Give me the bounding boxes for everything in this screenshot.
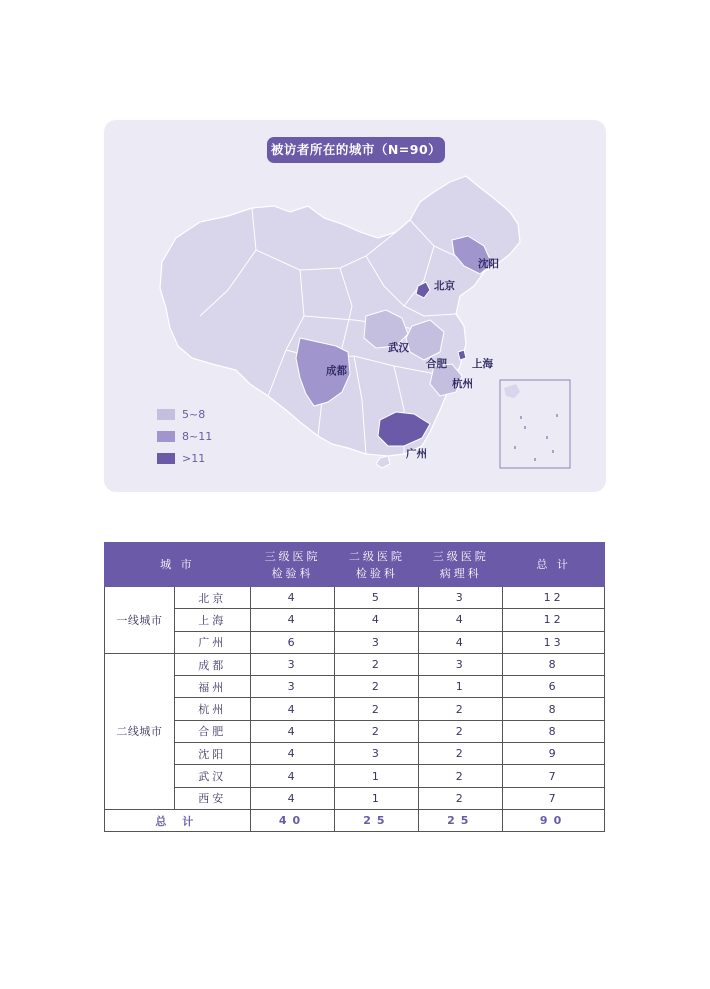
header-col1: 三级医院 检验科 bbox=[250, 543, 335, 587]
value-cell: 5 bbox=[335, 587, 419, 609]
table-row bbox=[105, 609, 605, 631]
value-cell: 2 bbox=[419, 787, 503, 809]
tier-label: 一线城市 bbox=[105, 587, 175, 654]
value-cell: 3 bbox=[419, 587, 503, 609]
value-cell: 4 bbox=[250, 698, 335, 720]
total-cell: 6 bbox=[503, 676, 605, 698]
city-cell: 北京 bbox=[174, 587, 250, 609]
value-cell: 4 bbox=[250, 743, 335, 765]
value-cell: 2 bbox=[419, 743, 503, 765]
value-cell: 2 bbox=[419, 720, 503, 742]
value-cell: 4 bbox=[250, 765, 335, 787]
legend-label: 5~8 bbox=[182, 407, 206, 421]
total-value-cell: 25 bbox=[419, 809, 503, 831]
value-cell: 2 bbox=[419, 698, 503, 720]
city-label-beijing: 北京 bbox=[434, 280, 455, 292]
map-title: 被访者所在的城市（N=90） bbox=[267, 137, 445, 163]
city-label-guangzhou: 广州 bbox=[406, 448, 427, 460]
city-label-hefei: 合肥 bbox=[426, 358, 447, 370]
value-cell: 2 bbox=[419, 765, 503, 787]
inset-coastline bbox=[504, 384, 520, 398]
table-row bbox=[105, 743, 605, 765]
value-cell: 1 bbox=[419, 676, 503, 698]
legend-swatch bbox=[157, 431, 175, 442]
total-label: 总 计 bbox=[105, 809, 251, 831]
total-cell: 12 bbox=[503, 609, 605, 631]
legend-item bbox=[157, 425, 212, 447]
value-cell: 4 bbox=[250, 720, 335, 742]
grand-total-cell: 90 bbox=[503, 809, 605, 831]
city-label-hangzhou: 杭州 bbox=[452, 378, 473, 390]
total-cell: 13 bbox=[503, 631, 605, 653]
total-value-cell: 25 bbox=[335, 809, 419, 831]
value-cell: 4 bbox=[250, 609, 335, 631]
city-label-chengdu: 成都 bbox=[326, 365, 347, 377]
value-cell: 3 bbox=[335, 631, 419, 653]
total-cell: 12 bbox=[503, 587, 605, 609]
city-cell: 合肥 bbox=[174, 720, 250, 742]
table-row bbox=[105, 720, 605, 742]
table-row bbox=[105, 765, 605, 787]
value-cell: 2 bbox=[335, 676, 419, 698]
value-cell: 1 bbox=[335, 765, 419, 787]
total-cell: 8 bbox=[503, 653, 605, 675]
city-cell: 沈阳 bbox=[174, 743, 250, 765]
value-cell: 3 bbox=[250, 676, 335, 698]
map-legend bbox=[157, 403, 212, 469]
value-cell: 4 bbox=[250, 587, 335, 609]
total-cell: 7 bbox=[503, 787, 605, 809]
total-cell: 8 bbox=[503, 720, 605, 742]
city-cell: 杭州 bbox=[174, 698, 250, 720]
legend-item bbox=[157, 447, 212, 469]
value-cell: 3 bbox=[335, 743, 419, 765]
city-cell: 武汉 bbox=[174, 765, 250, 787]
table-row bbox=[105, 631, 605, 653]
legend-swatch bbox=[157, 409, 175, 420]
table-row bbox=[105, 587, 605, 609]
total-cell: 7 bbox=[503, 765, 605, 787]
total-cell: 9 bbox=[503, 743, 605, 765]
table-total-row bbox=[105, 809, 605, 831]
value-cell: 4 bbox=[250, 787, 335, 809]
city-map-panel bbox=[104, 120, 606, 492]
value-cell: 2 bbox=[335, 653, 419, 675]
map-base-region bbox=[160, 176, 520, 456]
legend-item bbox=[157, 403, 212, 425]
city-label-wuhan: 武汉 bbox=[388, 342, 409, 354]
city-cell: 福州 bbox=[174, 676, 250, 698]
city-cell: 上海 bbox=[174, 609, 250, 631]
header-col3: 三级医院 病理科 bbox=[419, 543, 503, 587]
city-label-shenyang: 沈阳 bbox=[478, 258, 499, 270]
table-row bbox=[105, 653, 605, 675]
city-label-shanghai: 上海 bbox=[472, 358, 493, 370]
legend-label: >11 bbox=[182, 451, 206, 465]
value-cell: 4 bbox=[335, 609, 419, 631]
city-cell: 广州 bbox=[174, 631, 250, 653]
header-city: 城 市 bbox=[105, 543, 251, 587]
value-cell: 3 bbox=[419, 653, 503, 675]
inset-islands bbox=[514, 414, 558, 461]
region-shanghai bbox=[458, 350, 466, 360]
value-cell: 4 bbox=[419, 609, 503, 631]
value-cell: 3 bbox=[250, 653, 335, 675]
total-value-cell: 40 bbox=[250, 809, 335, 831]
value-cell: 4 bbox=[419, 631, 503, 653]
header-col2: 二级医院 检验科 bbox=[335, 543, 419, 587]
city-stats-table bbox=[104, 542, 605, 832]
city-cell: 成都 bbox=[174, 653, 250, 675]
table-header-row bbox=[105, 543, 605, 587]
value-cell: 2 bbox=[335, 698, 419, 720]
table-row bbox=[105, 698, 605, 720]
region-hainan bbox=[376, 456, 390, 468]
value-cell: 1 bbox=[335, 787, 419, 809]
tier-label: 二线城市 bbox=[105, 653, 175, 809]
city-cell: 西安 bbox=[174, 787, 250, 809]
legend-label: 8~11 bbox=[182, 429, 213, 443]
header-total: 总 计 bbox=[503, 543, 605, 587]
value-cell: 6 bbox=[250, 631, 335, 653]
total-cell: 8 bbox=[503, 698, 605, 720]
value-cell: 2 bbox=[335, 720, 419, 742]
legend-swatch bbox=[157, 453, 175, 464]
table-row bbox=[105, 787, 605, 809]
table-row bbox=[105, 676, 605, 698]
